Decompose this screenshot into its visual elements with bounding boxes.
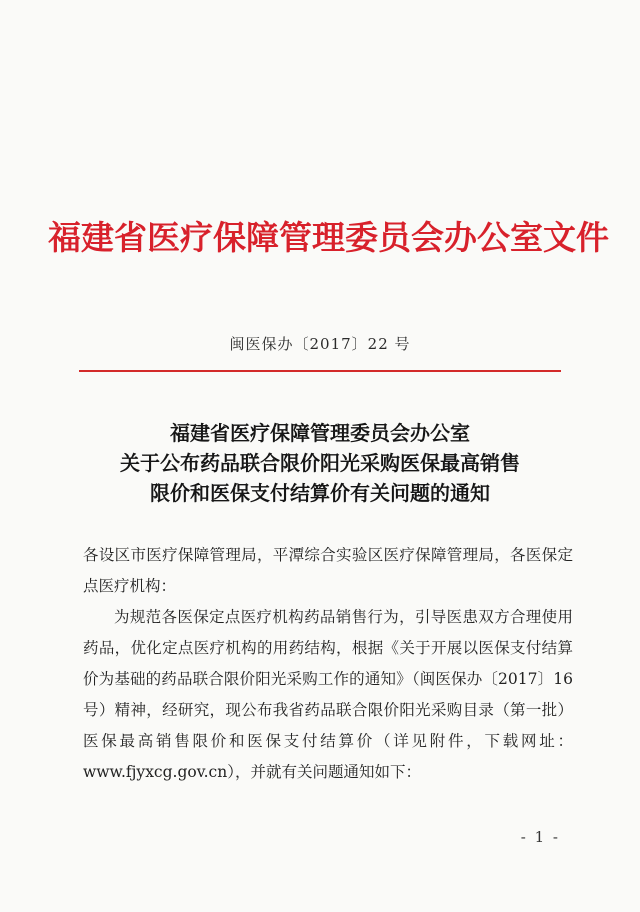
document-header-title: 福建省医疗保障管理委员会办公室文件 — [48, 218, 609, 257]
body-paragraph-1: 为规范各医保定点医疗机构药品销售行为，引导医患双方合理使用药品，优化定点医疗机构的用药结构，根据《关于开展以医保支付结算价为基础的药品联合限价阳光采购工作的通知》（闽医保办〔2017〕16号）精神，经研究，现公布我省药品联合限价阳光采购目录（第一批）医保最高销售限价和医保支付结算价（详见附件，下载网址：www.fjyxcg.gov.cn），并就有关问题通知如下： — [83, 608, 573, 781]
red-divider-line — [79, 370, 561, 372]
notice-title-line-1: 福建省医疗保障管理委员会办公室 — [170, 421, 470, 445]
body-text — [83, 540, 573, 788]
notice-title-line-3: 限价和医保支付结算价有关问题的通知 — [150, 481, 490, 505]
page-number: - 1 - — [520, 828, 560, 846]
notice-title-line-2: 关于公布药品联合限价阳光采购医保最高销售 — [120, 451, 520, 475]
document-number: 闽医保办〔2017〕22 号 — [229, 335, 411, 353]
addressee-paragraph: 各设区市医疗保障管理局，平潭综合实验区医疗保障管理局，各医保定点医疗机构： — [83, 546, 573, 595]
notice-title — [40, 418, 600, 508]
